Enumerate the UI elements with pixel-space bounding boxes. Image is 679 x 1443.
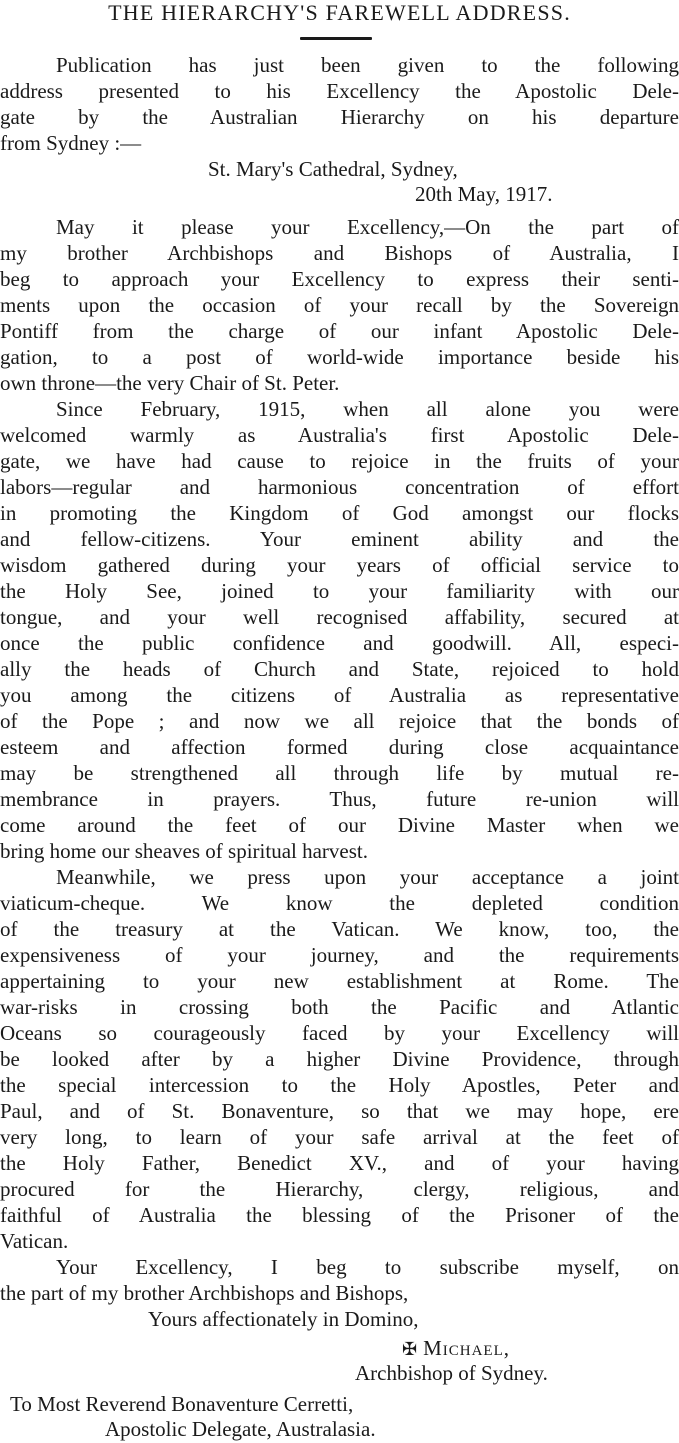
paragraph-line: Meanwhile, we press upon your acceptance a joint (56, 865, 679, 889)
paragraph-line: Oceans so courageously faced by your Excellency will (0, 1021, 679, 1045)
paragraph-line: Paul, and of St. Bonaventure, so that we may hope, ere (0, 1099, 679, 1123)
paragraph-line: very long, to learn of your safe arrival at the feet of (0, 1125, 679, 1149)
signature-name-line (402, 1335, 510, 1361)
paragraph-line: war-risks in crossing both the Pacific and Atlantic (0, 995, 679, 1019)
paragraph-line: Pontiff from the charge of our infant Apostolic Dele- (0, 319, 679, 343)
addressee-line: Apostolic Delegate, Australasia. (105, 1417, 376, 1441)
paragraph-line: bring home our sheaves of spiritual harvest. (0, 839, 368, 863)
signatory-title: Archbishop of Sydney. (355, 1361, 548, 1385)
paragraph-line: viaticum-cheque. We know the depleted condition (0, 891, 679, 915)
paragraph-line: welcomed warmly as Australia's first Apostolic Dele- (0, 423, 679, 447)
paragraph-line: gation, to a post of world-wide importance beside his (0, 345, 679, 369)
paragraph-line: appertaining to your new establishment at Rome. The (0, 969, 679, 993)
paragraph-line: the special intercession to the Holy Apostles, Peter and (0, 1073, 679, 1097)
paragraph-line: expensiveness of your journey, and the requirements (0, 943, 679, 967)
dateline-place: St. Mary's Cathedral, Sydney, (208, 157, 458, 181)
paragraph-line: the Holy Father, Benedict XV., and of your having (0, 1151, 679, 1175)
paragraph-line: the Holy See, joined to your familiarity with our (0, 579, 679, 603)
paragraph-line: may be strengthened all through life by mutual re- (0, 761, 679, 785)
paragraph-line: tongue, and your well recognised affability, secured at (0, 605, 679, 629)
paragraph-line: of the Pope ; and now we all rejoice that the bonds of (0, 709, 679, 733)
paragraph-line: May it please your Excellency,—On the part of (56, 215, 679, 239)
paragraph-line: the part of my brother Archbishops and Bishops, (0, 1281, 409, 1305)
paragraph-line: ally the heads of Church and State, rejoiced to hold (0, 657, 679, 681)
paragraph-line: my brother Archbishops and Bishops of Australia, I (0, 241, 679, 265)
paragraph-line: esteem and affection formed during close acquaintance (0, 735, 679, 759)
closing-salutation: Yours affectionately in Domino, (148, 1307, 419, 1331)
paragraph-line: gate, we have had cause to rejoice in the fruits of your (0, 449, 679, 473)
paragraph-line: be looked after by a higher Divine Providence, through (0, 1047, 679, 1071)
intro-line: gate by the Australian Hierarchy on his departure (0, 105, 679, 129)
paragraph-line: Your Excellency, I beg to subscribe myself, on (56, 1255, 679, 1279)
paragraph-line: Since February, 1915, when all alone you were (56, 397, 679, 421)
intro-line: address presented to his Excellency the Apostolic Dele- (0, 79, 679, 103)
cross-icon: ✠ (402, 1339, 418, 1359)
signatory-name: Michael, (423, 1336, 511, 1360)
paragraph-line: you among the citizens of Australia as representative (0, 683, 679, 707)
paragraph-line: beg to approach your Excellency to express their senti- (0, 267, 679, 291)
paragraph-line: Vatican. (0, 1229, 69, 1253)
headline: THE HIERARCHY'S FAREWELL ADDRESS. (108, 0, 571, 25)
paragraph-line: come around the feet of our Divine Master when we (0, 813, 679, 837)
paragraph-line: of the treasury at the Vatican. We know, too, the (0, 917, 679, 941)
paragraph-line: membrance in prayers. Thus, future re-union will (0, 787, 679, 811)
paragraph-line: and fellow-citizens. Your eminent ability and the (0, 527, 679, 551)
paragraph-line: wisdom gathered during your years of official service to (0, 553, 679, 577)
intro-line: from Sydney :— (0, 131, 142, 155)
paragraph-line: in promoting the Kingdom of God amongst our flocks (0, 501, 679, 525)
paragraph-line: labors—regular and harmonious concentration of effort (0, 475, 679, 499)
headline-rule (300, 37, 372, 40)
paragraph-line: procured for the Hierarchy, clergy, religious, and (0, 1177, 679, 1201)
dateline-date: 20th May, 1917. (415, 182, 553, 206)
intro-line: Publication has just been given to the following (56, 53, 679, 77)
paragraph-line: ments upon the occasion of your recall by the Sovereign (0, 293, 679, 317)
paragraph-line: once the public confidence and goodwill. All, especi- (0, 631, 679, 655)
addressee-line: To Most Reverend Bonaventure Cerretti, (10, 1392, 354, 1416)
paragraph-line: own throne—the very Chair of St. Peter. (0, 371, 340, 395)
paragraph-line: faithful of Australia the blessing of the Prisoner of the (0, 1203, 679, 1227)
